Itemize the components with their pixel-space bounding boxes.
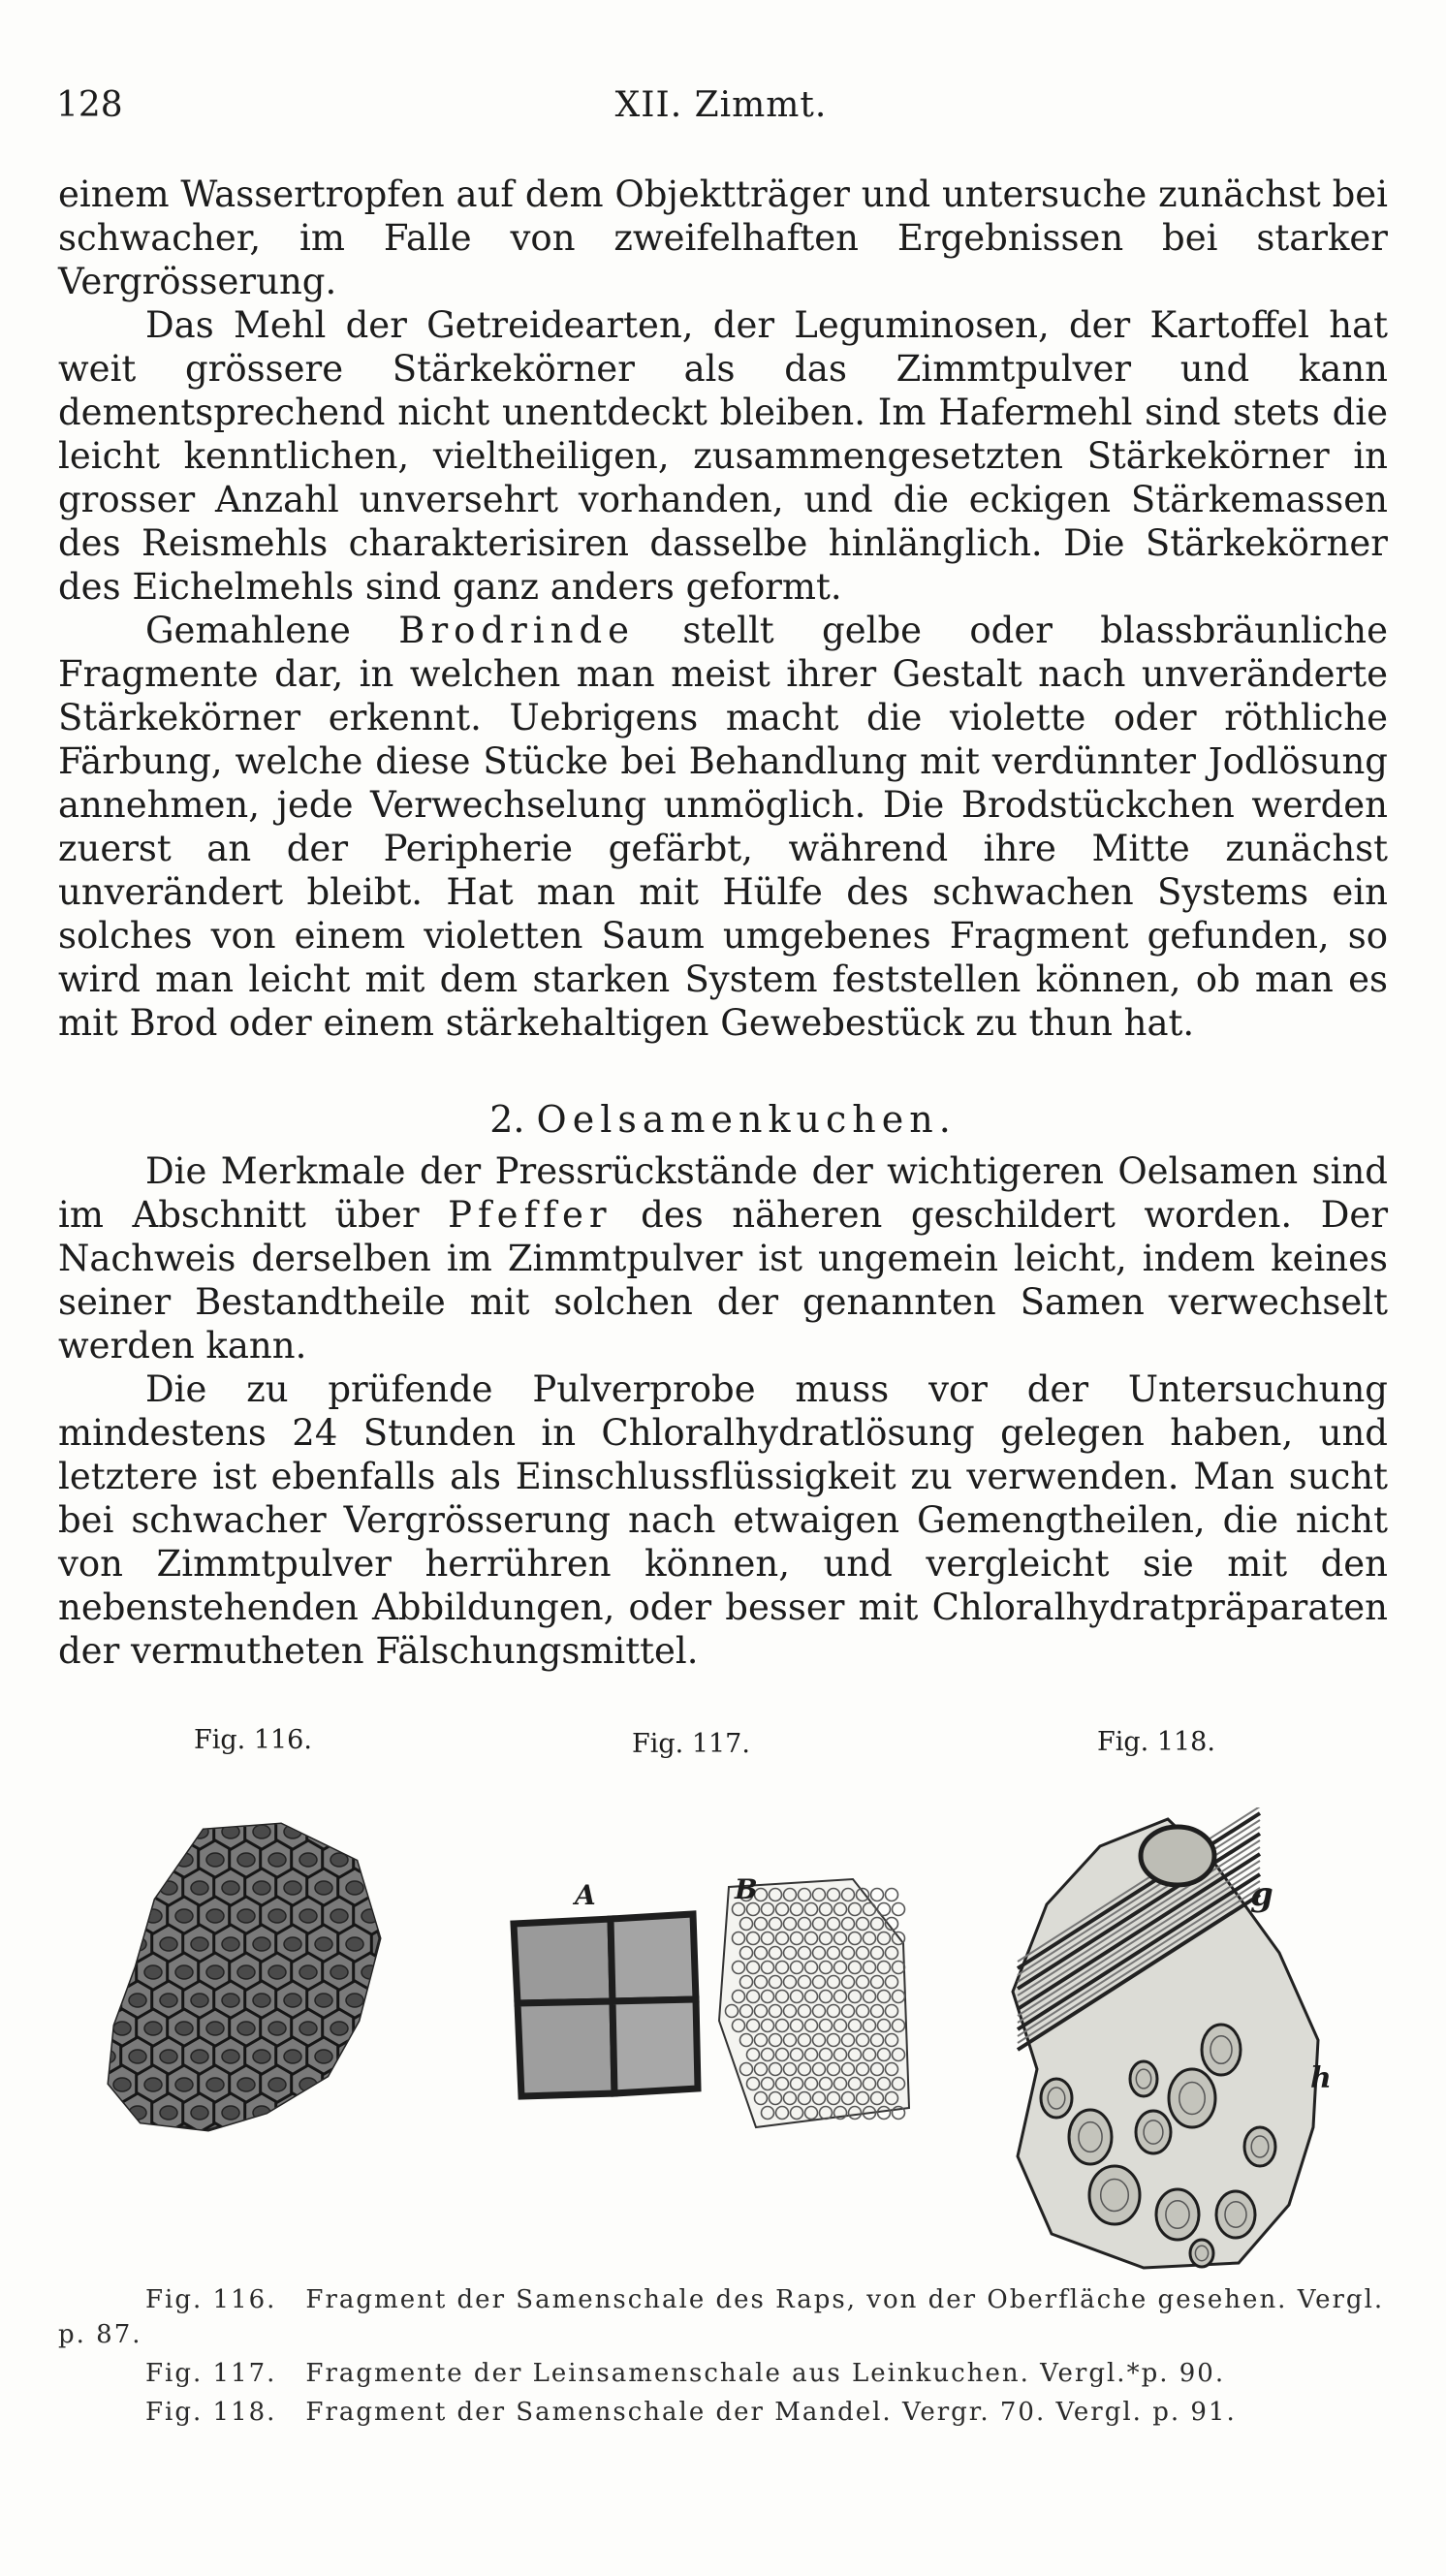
fig118-letter-h: h — [1310, 2061, 1332, 2095]
body-text — [58, 173, 1388, 1673]
paragraph-5: Die zu prüfende Pulverprobe muss vor der Untersuchung mindestens 24 Stunden in Chloralhydratlösung gelegen haben, und letztere ist ebenfalls als Einschlussflüssigkeit zu verwenden. Man sucht bei schwacher Vergrösserung nach etwaigen Gemengtheilen, die nicht von Zimmtpulver herrühren können, und vergleicht sie mit den nebenstehenden Abbildungen, oder besser mit Chloralhydratpräparaten der vermutheten Fälschungsmittel. — [58, 1368, 1388, 1672]
fig117-illustration — [504, 1875, 930, 2137]
figure-captions — [58, 2282, 1388, 2434]
paragraph-1: einem Wassertropfen auf dem Objektträger und untersuche zunächst bei schwacher, im Falle von zweifelhaften Ergebnissen bei starker Vergrösserung. — [58, 173, 1388, 302]
paragraph-4 — [58, 1149, 1388, 1367]
fig117-letter-b: B — [735, 1873, 758, 1905]
caption-fig118-text: Fragment der Samenschale der Mandel. Vergr. 70. Vergl. p. 91. — [305, 2398, 1237, 2427]
caption-fig117-text: Fragmente der Leinsamenschale aus Leinkuchen. Vergl.*p. 90. — [305, 2359, 1226, 2388]
page-number: 128 — [56, 85, 123, 125]
caption-fig116-text: Fragment der Samenschale des Raps, von der Oberfläche gesehen. Vergl. p. 87. — [58, 2285, 1385, 2349]
section-heading — [58, 1098, 1388, 1142]
fig117-label: Fig. 117. — [632, 1729, 750, 1759]
running-title: XII. Zimmt. — [614, 85, 828, 125]
fig117-fragment-a — [514, 1914, 698, 2096]
fig116-label: Fig. 116. — [194, 1725, 312, 1755]
caption-fig116-label: Fig. 116. — [145, 2285, 277, 2314]
paragraph-4-start: Die Merkmale der Pressrückstände der wichtigeren Oelsamen sind im Abschnitt über — [58, 1150, 1388, 1236]
fig117-fragment-b — [719, 1879, 909, 2127]
paragraph-3-start: Gemahlene — [145, 610, 351, 651]
section-number: 2. — [489, 1098, 525, 1141]
paragraph-3-rest: stellt gelbe oder blassbräunliche Fragmente dar, in welchen man meist ihrer Gestalt nach unveränderte Stärkekörner erkennt. Uebrigens macht die violette oder röthliche Färbung, welche diese Stücke bei Behandlung mit verdünnter Jodlösung annehmen, jede Verwechselung unmöglich. Die Brodstückchen werden zuerst an der Peripherie gefärbt, während ihre Mitte zunächst unverändert bleibt. Hat man mit Hülfe des schwachen Systems ein solches von einem violetten Saum umgebenes Fragment gefunden, so wird man leicht mit dem starken System feststellen können, ob man es mit Brod oder einem stärkehaltigen Gewebestück zu thun hat. — [58, 610, 1389, 1044]
section-title: Oelsamenkuchen. — [536, 1098, 957, 1141]
paragraph-2: Das Mehl der Getreidearten, der Leguminosen, der Kartoffel hat weit grössere Stärkekörner als das Zimmtpulver und kann dementsprechend nicht unentdeckt bleiben. Im Hafermehl sind stets die leicht kenntlichen, vieltheiligen, zusammengesetzten Stärkekörner in grosser Anzahl unversehrt vorhanden, und die eckigen Stärkemassen des Reismehls charakterisiren dasselbe hinlänglich. Die Stärkekörner des Eichelmehls sind ganz anders geformt. — [58, 304, 1388, 608]
fig118-illustration — [998, 1807, 1332, 2273]
caption-fig118 — [58, 2395, 1388, 2430]
running-header — [56, 85, 1386, 134]
fig118-letter-g: g — [1250, 1875, 1273, 1914]
paragraph-4-rest: des näheren geschildert worden. Der Nachweis derselben im Zimmtpulver ist ungemein leicht, indem keines seiner Bestandtheile mit solchen der genannten Samen verwechselt werden kann. — [58, 1194, 1389, 1367]
fig118-label: Fig. 118. — [1097, 1727, 1215, 1757]
term-pfeffer: Pfeffer — [448, 1194, 613, 1236]
paragraph-3 — [58, 609, 1388, 1045]
caption-fig117-label: Fig. 117. — [145, 2359, 277, 2388]
figure-labels — [0, 1725, 1446, 1764]
fig117-letter-a: A — [575, 1879, 596, 1911]
caption-fig117 — [58, 2356, 1388, 2391]
caption-fig118-label: Fig. 118. — [145, 2398, 277, 2427]
fig116-illustration — [97, 1822, 388, 2142]
caption-fig116 — [58, 2282, 1388, 2352]
term-brodrinde: Brodrinde — [398, 610, 636, 651]
